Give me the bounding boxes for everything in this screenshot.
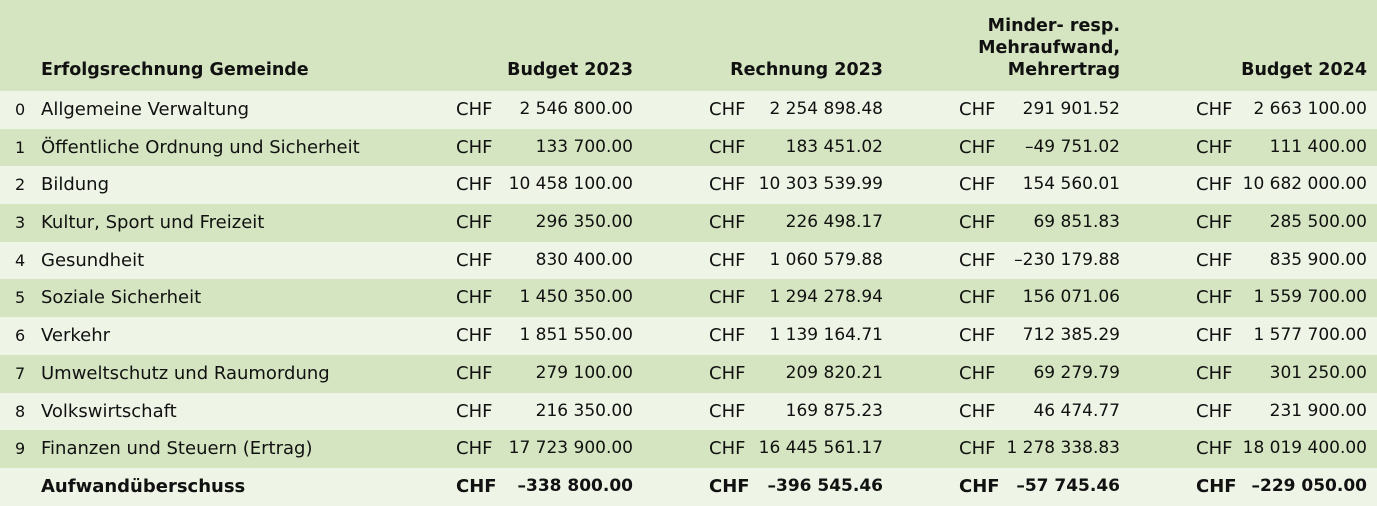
table-row xyxy=(0,317,1377,355)
currency-label: CHF xyxy=(1196,400,1233,422)
header-diff-line1: Minder- resp. xyxy=(987,16,1120,36)
currency-label: CHF xyxy=(1196,475,1237,497)
row-label: Öffentliche Ordnung und Sicherheit xyxy=(41,136,360,158)
currency-label: CHF xyxy=(456,475,497,497)
row-number: 8 xyxy=(15,401,26,421)
currency-label: CHF xyxy=(456,99,493,120)
currency-label: CHF xyxy=(1196,325,1233,347)
row-label: Verkehr xyxy=(41,325,111,347)
row-rechnung-2023: 1 060 579.88 xyxy=(769,249,883,270)
currency-label: CHF xyxy=(959,212,996,234)
row-label: Allgemeine Verwaltung xyxy=(41,99,250,120)
row-rechnung-2023: 209 820.21 xyxy=(785,362,883,383)
row-difference: 712 385.29 xyxy=(1022,325,1120,346)
currency-label: CHF xyxy=(709,174,746,196)
row-rechnung-2023: 2 254 898.48 xyxy=(769,99,883,119)
row-rechnung-2023: 1 294 278.94 xyxy=(769,287,883,308)
currency-label: CHF xyxy=(456,438,493,460)
total-row xyxy=(0,468,1377,506)
row-number: 5 xyxy=(15,288,26,308)
row-budget-2023: 1 851 550.00 xyxy=(519,325,633,346)
currency-label: CHF xyxy=(456,287,493,309)
table-row xyxy=(0,242,1377,280)
currency-label: CHF xyxy=(1196,287,1233,309)
currency-label: CHF xyxy=(709,99,746,120)
currency-label: CHF xyxy=(959,325,996,347)
currency-label: CHF xyxy=(709,136,746,158)
row-label: Soziale Sicherheit xyxy=(41,287,202,309)
currency-label: CHF xyxy=(456,174,493,196)
row-budget-2023: 1 450 350.00 xyxy=(519,287,633,308)
currency-label: CHF xyxy=(959,438,996,460)
header-rechnung-2023: Rechnung 2023 xyxy=(730,60,883,80)
total-difference: –57 745.46 xyxy=(1016,475,1120,496)
row-budget-2024: 111 400.00 xyxy=(1269,136,1367,157)
header-diff-line2: Mehraufwand, xyxy=(978,38,1120,58)
row-label: Volkswirtschaft xyxy=(41,400,177,422)
currency-label: CHF xyxy=(456,325,493,347)
currency-label: CHF xyxy=(1196,99,1233,120)
row-budget-2023: 17 723 900.00 xyxy=(508,438,633,459)
total-budget-2023: –338 800.00 xyxy=(517,475,633,496)
row-difference: 154 560.01 xyxy=(1022,174,1120,195)
header-title: Erfolgsrechnung Gemeinde xyxy=(41,60,309,80)
currency-label: CHF xyxy=(456,400,493,422)
table-row xyxy=(0,430,1377,468)
currency-label: CHF xyxy=(709,325,746,347)
table-row xyxy=(0,129,1377,167)
table-body xyxy=(0,91,1377,468)
row-label: Kultur, Sport und Freizeit xyxy=(41,212,265,234)
header-budget-2024: Budget 2024 xyxy=(1241,60,1367,80)
row-budget-2024: 1 577 700.00 xyxy=(1253,325,1367,346)
currency-label: CHF xyxy=(1196,174,1233,196)
row-number: 9 xyxy=(15,439,26,459)
row-rechnung-2023: 1 139 164.71 xyxy=(769,325,883,346)
row-budget-2023: 133 700.00 xyxy=(535,136,633,157)
currency-label: CHF xyxy=(709,249,746,271)
row-rechnung-2023: 226 498.17 xyxy=(785,212,883,233)
table-row xyxy=(0,91,1377,129)
currency-label: CHF xyxy=(456,362,493,384)
currency-label: CHF xyxy=(456,249,493,271)
table-row xyxy=(0,204,1377,242)
currency-label: CHF xyxy=(1196,136,1233,158)
currency-label: CHF xyxy=(709,287,746,309)
row-budget-2024: 285 500.00 xyxy=(1269,212,1367,233)
row-difference: –230 179.88 xyxy=(1014,249,1120,270)
row-difference: 69 851.83 xyxy=(1033,212,1120,233)
row-difference: 156 071.06 xyxy=(1022,287,1120,308)
row-budget-2023: 216 350.00 xyxy=(535,400,633,421)
currency-label: CHF xyxy=(1196,362,1233,384)
row-budget-2023: 2 546 800.00 xyxy=(519,99,633,119)
total-rechnung-2023: –396 545.46 xyxy=(767,475,883,496)
currency-label: CHF xyxy=(1196,438,1233,460)
row-difference: 69 279.79 xyxy=(1033,362,1120,383)
table-row xyxy=(0,279,1377,317)
row-budget-2024: 18 019 400.00 xyxy=(1242,438,1367,459)
header-difference xyxy=(978,15,1120,81)
row-number: 6 xyxy=(15,326,26,346)
row-difference: 1 278 338.83 xyxy=(1006,438,1120,459)
table-row xyxy=(0,355,1377,393)
row-budget-2023: 10 458 100.00 xyxy=(508,174,633,195)
row-budget-2024: 2 663 100.00 xyxy=(1253,99,1367,119)
header-diff-line3: Mehrertrag xyxy=(1007,60,1120,80)
table-row xyxy=(0,393,1377,431)
currency-label: CHF xyxy=(709,362,746,384)
currency-label: CHF xyxy=(1196,212,1233,234)
row-budget-2023: 296 350.00 xyxy=(535,212,633,233)
currency-label: CHF xyxy=(709,212,746,234)
row-rechnung-2023: 16 445 561.17 xyxy=(758,438,883,459)
currency-label: CHF xyxy=(959,362,996,384)
row-difference: 46 474.77 xyxy=(1033,400,1120,421)
row-budget-2024: 10 682 000.00 xyxy=(1242,174,1367,195)
row-rechnung-2023: 183 451.02 xyxy=(785,136,883,157)
table-row xyxy=(0,166,1377,204)
row-budget-2024: 1 559 700.00 xyxy=(1253,287,1367,308)
total-label: Aufwandüberschuss xyxy=(41,475,246,497)
row-number: 4 xyxy=(15,250,26,270)
header-budget-2023: Budget 2023 xyxy=(507,60,633,80)
currency-label: CHF xyxy=(959,136,996,158)
row-label: Umweltschutz und Raumordung xyxy=(41,362,330,384)
row-budget-2024: 835 900.00 xyxy=(1269,249,1367,270)
table-header xyxy=(0,0,1377,91)
row-budget-2023: 830 400.00 xyxy=(535,249,633,270)
currency-label: CHF xyxy=(959,475,1000,497)
currency-label: CHF xyxy=(709,400,746,422)
currency-label: CHF xyxy=(1196,249,1233,271)
row-difference: –49 751.02 xyxy=(1024,136,1120,157)
row-number: 0 xyxy=(15,100,26,119)
currency-label: CHF xyxy=(959,174,996,196)
row-budget-2024: 301 250.00 xyxy=(1269,362,1367,383)
row-number: 3 xyxy=(15,213,26,233)
currency-label: CHF xyxy=(709,438,746,460)
row-number: 7 xyxy=(15,363,26,383)
row-rechnung-2023: 10 303 539.99 xyxy=(758,174,883,195)
currency-label: CHF xyxy=(456,212,493,234)
row-budget-2024: 231 900.00 xyxy=(1269,400,1367,421)
row-number: 2 xyxy=(15,175,26,195)
row-label: Bildung xyxy=(41,174,110,196)
row-rechnung-2023: 169 875.23 xyxy=(785,400,883,421)
total-budget-2024: –229 050.00 xyxy=(1251,475,1367,496)
currency-label: CHF xyxy=(709,475,750,497)
row-difference: 291 901.52 xyxy=(1022,99,1120,119)
currency-label: CHF xyxy=(959,400,996,422)
row-number: 1 xyxy=(15,137,26,157)
currency-label: CHF xyxy=(959,99,996,120)
row-label: Finanzen und Steuern (Ertrag) xyxy=(41,438,313,460)
currency-label: CHF xyxy=(959,249,996,271)
row-budget-2023: 279 100.00 xyxy=(535,362,633,383)
currency-label: CHF xyxy=(456,136,493,158)
currency-label: CHF xyxy=(959,287,996,309)
row-label: Gesundheit xyxy=(41,249,145,271)
